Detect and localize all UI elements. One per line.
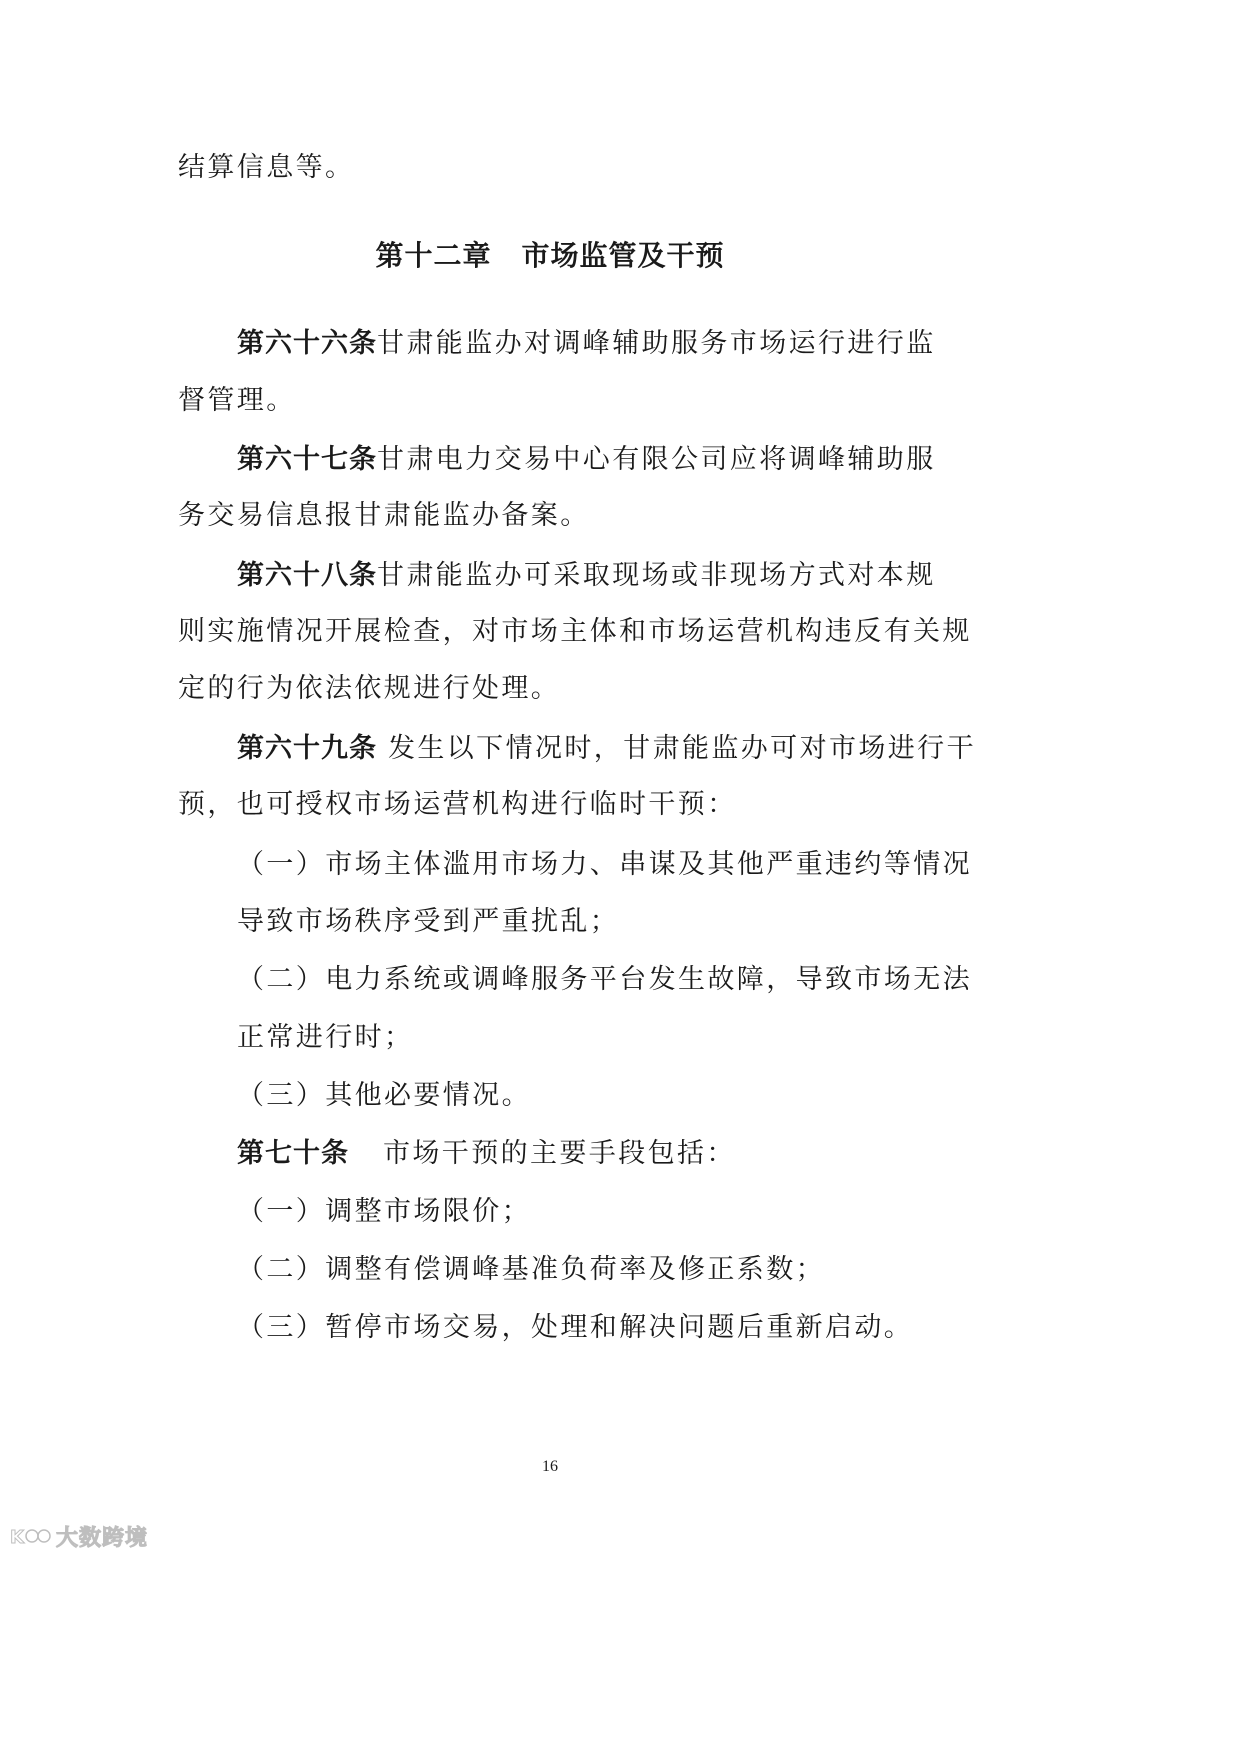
article-67-line-2: 务交易信息报甘肃能监办备案。	[178, 500, 590, 531]
svg-text:K: K	[10, 1527, 24, 1548]
article-69-item-2-line-1: （二）电力系统或调峰服务平台发生故障，导致市场无法	[237, 964, 972, 995]
watermark-logo-icon	[8, 1523, 52, 1549]
intro-line: 结算信息等。	[178, 152, 355, 183]
article-66-line-2: 督管理。	[178, 385, 296, 416]
article-69-text-1: 发生以下情况时，甘肃能监办可对市场进行干	[377, 733, 976, 764]
article-70-line-1	[237, 1136, 736, 1172]
article-70-text-1: 市场干预的主要手段包括：	[383, 1138, 736, 1169]
article-66-label: 第六十六条	[237, 328, 377, 359]
page-number: 16	[542, 1458, 558, 1475]
article-70-item-2: （二）调整有偿调峰基准负荷率及修正系数；	[237, 1254, 825, 1285]
article-70-label: 第七十条	[237, 1138, 349, 1169]
article-67-line-1	[237, 442, 936, 478]
article-69-item-3: （三）其他必要情况。	[237, 1080, 531, 1111]
article-70-item-3: （三）暂停市场交易，处理和解决问题后重新启动。	[237, 1312, 914, 1343]
article-68-line-3: 定的行为依法依规进行处理。	[178, 673, 561, 704]
article-66-text-1: 甘肃能监办对调峰辅助服务市场运行进行监	[377, 328, 936, 359]
article-67-text-1: 甘肃电力交易中心有限公司应将调峰辅助服	[377, 444, 936, 475]
article-69-line-2: 预，也可授权市场运营机构进行临时干预：	[178, 789, 737, 820]
article-66-line-1	[237, 326, 936, 362]
article-67-label: 第六十七条	[237, 444, 377, 475]
article-69-item-2-line-2: 正常进行时；	[237, 1022, 414, 1053]
chapter-title	[0, 236, 1100, 276]
article-69-item-1-line-2: 导致市场秩序受到严重扰乱；	[237, 906, 620, 937]
article-69-label: 第六十九条	[237, 733, 377, 764]
chapter-number: 第十二章	[375, 239, 492, 272]
article-69-item-1-line-1: （一）市场主体滥用市场力、串谋及其他严重违约等情况	[237, 849, 972, 880]
watermark	[8, 1522, 148, 1550]
article-70-item-1: （一）调整市场限价；	[237, 1196, 531, 1227]
watermark-text: 大数跨境	[56, 1525, 149, 1551]
article-68-text-1: 甘肃能监办可采取现场或非现场方式对本规	[377, 560, 936, 591]
article-68-line-2: 则实施情况开展检查，对市场主体和市场运营机构违反有关规	[178, 616, 972, 647]
article-68-line-1	[237, 558, 936, 594]
article-68-label: 第六十八条	[237, 560, 377, 591]
article-69-line-1	[237, 731, 976, 767]
chapter-heading-text: 市场监管及干预	[521, 239, 725, 272]
